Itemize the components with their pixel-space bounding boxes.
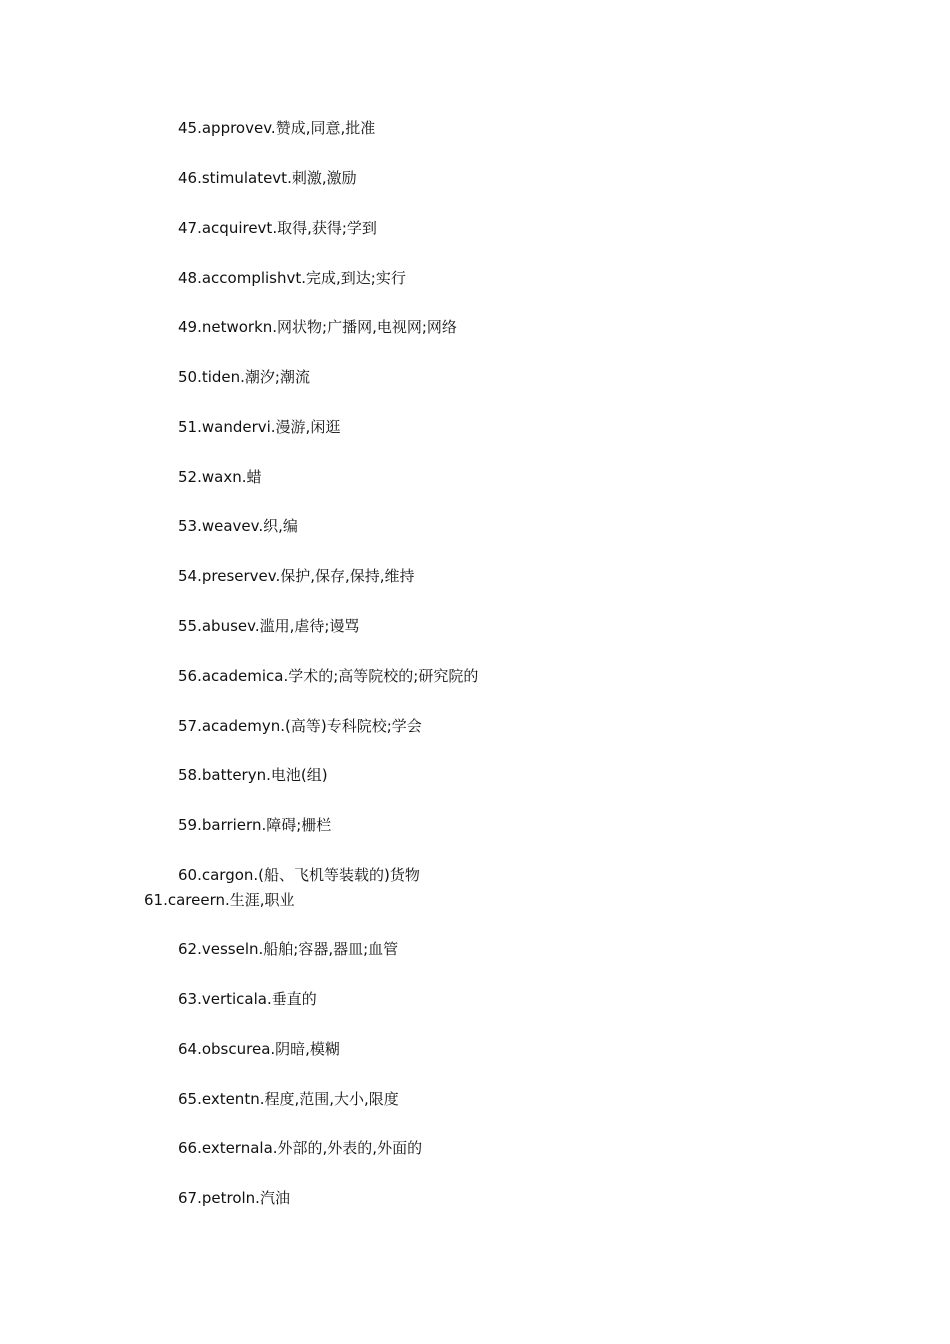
vocab-entry-61: 61.careern.生涯,职业 [144, 891, 295, 909]
vocab-entry-64: 64.obscurea.阴暗,模糊 [178, 1040, 340, 1058]
vocab-entry-53: 53.weavev.织,编 [178, 517, 298, 535]
vocab-entry-51: 51.wandervi.漫游,闲逛 [178, 418, 341, 436]
vocab-entry-57: 57.academyn.(高等)专科院校;学会 [178, 717, 422, 735]
vocab-entry-60: 60.cargon.(船、飞机等装载的)货物 [178, 866, 420, 884]
vocab-entry-54: 54.preservev.保护,保存,保持,维持 [178, 567, 415, 585]
vocab-entry-55: 55.abusev.滥用,虐待;谩骂 [178, 617, 360, 635]
vocab-entry-62: 62.vesseln.船舶;容器,器皿;血管 [178, 940, 399, 958]
vocab-entry-59: 59.barriern.障碍;栅栏 [178, 816, 332, 834]
vocab-entry-48: 48.accomplishvt.完成,到达;实行 [178, 269, 406, 287]
vocab-entry-58: 58.batteryn.电池(组) [178, 766, 328, 784]
vocab-entry-50: 50.tiden.潮汐;潮流 [178, 368, 310, 386]
vocab-entry-49: 49.networkn.网状物;广播网,电视网;网络 [178, 318, 457, 336]
vocab-entry-65: 65.extentn.程度,范围,大小,限度 [178, 1090, 399, 1108]
vocab-entry-45: 45.approvev.赞成,同意,批准 [178, 119, 376, 137]
vocab-entry-47: 47.acquirevt.取得,获得;学到 [178, 219, 377, 237]
vocab-entry-66: 66.externala.外部的,外表的,外面的 [178, 1139, 423, 1157]
vocab-entry-67: 67.petroln.汽油 [178, 1189, 290, 1207]
vocab-entry-63: 63.verticala.垂直的 [178, 990, 317, 1008]
vocab-entry-56: 56.academica.学术的;高等院校的;研究院的 [178, 667, 479, 685]
vocab-entry-46: 46.stimulatevt.刺激,激励 [178, 169, 357, 187]
vocab-entry-52: 52.waxn.蜡 [178, 468, 262, 486]
